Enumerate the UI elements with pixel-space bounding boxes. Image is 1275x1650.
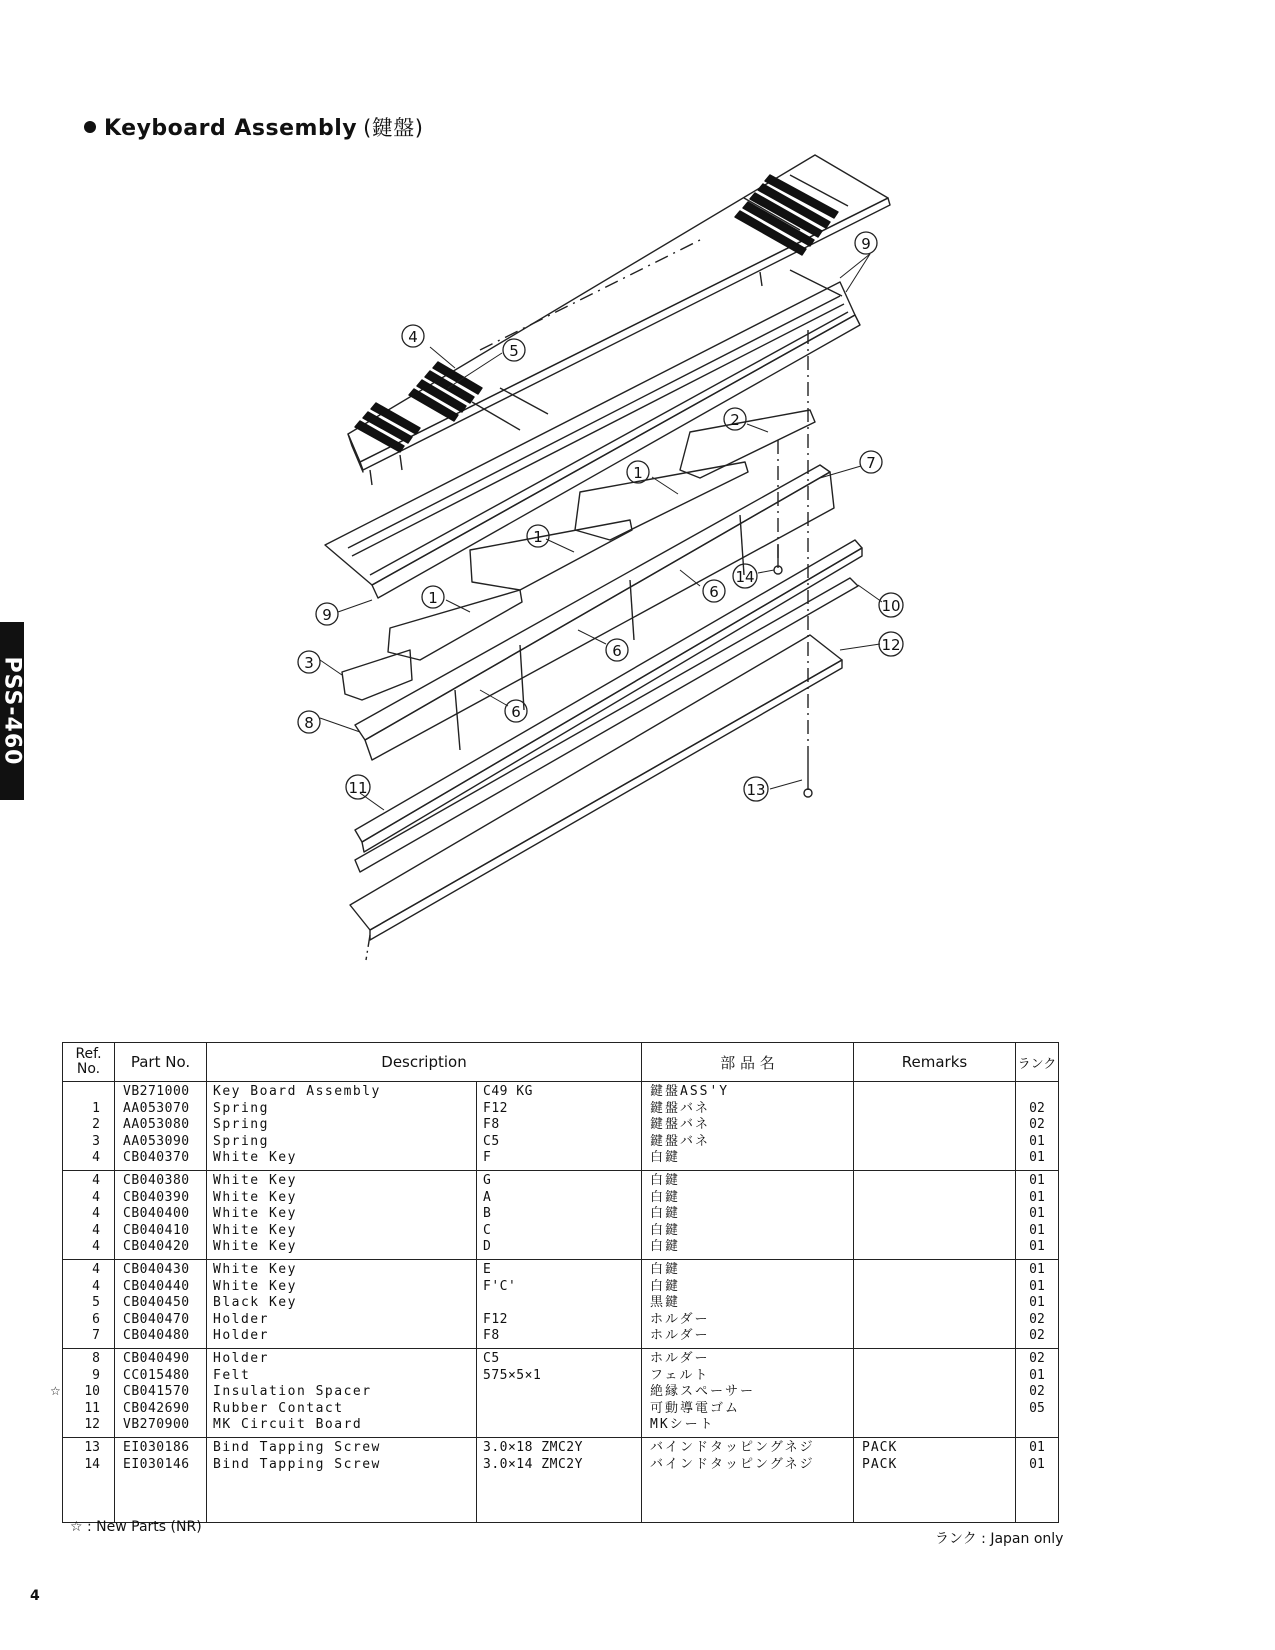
screw-14 <box>774 440 782 574</box>
cell-jp-name <box>642 1438 854 1523</box>
part-no-value: AA053080 <box>123 1117 190 1132</box>
part-no-value: CB040480 <box>123 1328 190 1343</box>
jp-name-value: 絶縁スペーサー <box>650 1384 756 1399</box>
footnote-rank: ランク : Japan only <box>935 1531 1064 1547</box>
spec-value: C5 <box>483 1351 500 1366</box>
part-no-value: CB040440 <box>123 1278 190 1294</box>
ref-value: 2 <box>92 1117 100 1132</box>
spec-value <box>477 1417 641 1434</box>
part-no-value: AA053070 <box>123 1100 190 1116</box>
remarks-value <box>854 1351 1015 1368</box>
cell-rank <box>1016 1171 1059 1260</box>
callout-8 <box>298 711 320 733</box>
description-value: White Key <box>213 1150 297 1165</box>
svg-text:12: 12 <box>881 636 901 654</box>
rank-value: 01 <box>1029 1189 1045 1205</box>
ref-value <box>63 1084 114 1101</box>
callout-12 <box>879 632 903 656</box>
jp-name-value: 白鍵 <box>650 1222 681 1238</box>
svg-text:6: 6 <box>511 703 521 721</box>
svg-text:8: 8 <box>304 714 314 732</box>
svg-text:14: 14 <box>735 568 755 586</box>
spec-value <box>477 1401 641 1418</box>
header-rank: ランク <box>1016 1043 1059 1082</box>
ref-value: 4 <box>92 1222 100 1238</box>
cell-rank <box>1016 1082 1059 1171</box>
remarks-value <box>854 1328 1015 1345</box>
description-value: Holder <box>213 1351 269 1366</box>
remarks-value <box>854 1295 1015 1312</box>
svg-text:3: 3 <box>304 654 314 672</box>
spec-value: C49 KG <box>483 1084 533 1099</box>
ref-value: 10 <box>84 1384 100 1399</box>
remarks-value <box>854 1101 1015 1118</box>
description-value: Bind Tapping Screw <box>213 1440 381 1455</box>
remarks-value <box>854 1401 1015 1418</box>
table-header-row <box>63 1043 1059 1082</box>
part-no-value: VB271000 <box>123 1084 190 1099</box>
spec-value: D <box>483 1239 492 1254</box>
description-value: Holder <box>213 1311 269 1327</box>
cell-spec <box>477 1171 642 1260</box>
cell-description <box>207 1260 477 1349</box>
cell-remarks <box>854 1438 1016 1523</box>
jp-name-value: 白鍵 <box>650 1206 681 1221</box>
rank-value: 01 <box>1029 1278 1045 1294</box>
svg-text:4: 4 <box>408 328 418 346</box>
spec-value: E <box>483 1262 492 1277</box>
svg-text:6: 6 <box>709 583 719 601</box>
jp-name-value: バインドタッピングネジ <box>650 1456 815 1472</box>
svg-text:13: 13 <box>746 781 766 799</box>
rank-value: 01 <box>1029 1262 1045 1277</box>
description-value: Holder <box>213 1328 269 1343</box>
ref-value: 4 <box>92 1262 100 1277</box>
cell-jp-name <box>642 1171 854 1260</box>
description-value: Bind Tapping Screw <box>213 1456 381 1472</box>
svg-text:1: 1 <box>633 464 643 482</box>
jp-name-value: 白鍵 <box>650 1262 681 1277</box>
callout-13 <box>744 777 768 801</box>
header-jp-name: 部 品 名 <box>642 1043 854 1082</box>
svg-text:1: 1 <box>533 528 543 546</box>
description-value: MK Circuit Board <box>213 1417 363 1432</box>
rank-value: 01 <box>1029 1206 1045 1221</box>
table-row <box>63 1171 1059 1260</box>
cell-description <box>207 1171 477 1260</box>
spec-value <box>477 1384 641 1401</box>
rank-value: 01 <box>1029 1367 1045 1383</box>
cell-ref <box>63 1171 115 1260</box>
header-description: Description <box>207 1043 642 1082</box>
description-value: White Key <box>213 1262 297 1277</box>
ref-value: 3 <box>92 1133 100 1149</box>
ref-value: 4 <box>92 1278 100 1294</box>
callout-6a <box>703 580 725 602</box>
jp-name-value: 鍵盤バネ <box>650 1100 711 1116</box>
remarks-value <box>854 1150 1015 1167</box>
part-no-value: CB040390 <box>123 1189 190 1205</box>
remarks-value: PACK <box>862 1440 898 1455</box>
description-value: White Key <box>213 1239 297 1254</box>
part-no-value: CB040430 <box>123 1262 190 1277</box>
spec-value: F12 <box>483 1100 508 1116</box>
remarks-value <box>854 1279 1015 1296</box>
cell-part-no <box>115 1171 207 1260</box>
jp-name-value: 鍵盤バネ <box>650 1133 711 1149</box>
ref-value: 7 <box>92 1328 100 1343</box>
remarks-value: PACK <box>862 1456 898 1472</box>
part-no-value: CB041570 <box>123 1384 190 1399</box>
part-no-value: VB270900 <box>123 1417 190 1432</box>
rank-value: 05 <box>1029 1400 1045 1416</box>
cell-ref <box>63 1260 115 1349</box>
svg-text:5: 5 <box>509 342 519 360</box>
description-value: Insulation Spacer <box>213 1384 372 1399</box>
cell-ref <box>63 1438 115 1523</box>
cell-ref <box>63 1349 115 1438</box>
part-no-value: CB040400 <box>123 1206 190 1221</box>
cell-rank <box>1016 1260 1059 1349</box>
spec-value: F <box>483 1150 492 1165</box>
jp-name-value: 白鍵 <box>650 1189 681 1205</box>
jp-name-value: ホルダー <box>650 1311 710 1327</box>
header-part-no: Part No. <box>115 1043 207 1082</box>
footnote-new-parts: ☆ : New Parts (NR) <box>70 1519 202 1535</box>
rank-value: 01 <box>1029 1239 1045 1254</box>
description-value: White Key <box>213 1222 297 1238</box>
spec-value: B <box>483 1206 492 1221</box>
rank-value: 01 <box>1029 1222 1045 1238</box>
cell-description <box>207 1082 477 1171</box>
jp-name-value: 白鍵 <box>650 1150 681 1165</box>
part-no-value: CC015480 <box>123 1367 190 1383</box>
svg-text:6: 6 <box>612 642 622 660</box>
jp-name-value: ホルダー <box>650 1351 710 1366</box>
description-value: White Key <box>213 1173 297 1188</box>
part-no-value: CB040420 <box>123 1239 190 1254</box>
callout-11 <box>346 775 370 799</box>
cell-rank <box>1016 1438 1059 1523</box>
description-value: White Key <box>213 1278 297 1294</box>
jp-name-value: バインドタッピングネジ <box>650 1440 815 1455</box>
cell-remarks <box>854 1260 1016 1349</box>
rank-value: 01 <box>1029 1295 1045 1310</box>
callout-9a <box>855 232 877 254</box>
part-no-value: AA053090 <box>123 1133 190 1149</box>
cell-remarks <box>854 1171 1016 1260</box>
cell-spec <box>477 1438 642 1523</box>
remarks-value <box>854 1239 1015 1256</box>
remarks-value <box>854 1384 1015 1401</box>
ref-value: 14 <box>84 1456 100 1472</box>
cell-ref <box>63 1082 115 1171</box>
part-no-value: CB040470 <box>123 1311 190 1327</box>
parts-table <box>62 1042 1059 1523</box>
part-no-value: CB040450 <box>123 1295 190 1310</box>
jp-name-value: MKシート <box>650 1417 715 1432</box>
rank-value: 01 <box>1029 1456 1045 1472</box>
svg-text:9: 9 <box>861 235 871 253</box>
rank-value: 02 <box>1029 1311 1045 1327</box>
part-no-value: CB040410 <box>123 1222 190 1238</box>
description-value: Felt <box>213 1367 251 1383</box>
jp-name-value: 可動導電ゴム <box>650 1400 741 1416</box>
spec-value: G <box>483 1173 492 1188</box>
cell-description <box>207 1438 477 1523</box>
description-value: White Key <box>213 1189 297 1205</box>
ref-value: 12 <box>84 1417 100 1432</box>
rank-value: 02 <box>1029 1351 1045 1366</box>
callout-6b <box>606 639 628 661</box>
table-row <box>63 1438 1059 1523</box>
callout-3 <box>298 651 320 673</box>
callout-6c <box>505 700 527 722</box>
cell-rank <box>1016 1349 1059 1438</box>
description-value: Black Key <box>213 1295 297 1310</box>
jp-name-value: 白鍵 <box>650 1239 681 1254</box>
spec-value: 3.0×18 ZMC2Y <box>483 1440 583 1455</box>
ref-value: 4 <box>92 1206 100 1221</box>
description-value: Spring <box>213 1117 269 1132</box>
cell-spec <box>477 1349 642 1438</box>
callout-7 <box>860 451 882 473</box>
part-no-value: CB040380 <box>123 1173 190 1188</box>
remarks-value <box>854 1117 1015 1134</box>
jp-name-value: ホルダー <box>650 1328 710 1343</box>
rank-value: 02 <box>1029 1384 1045 1399</box>
remarks-value <box>854 1223 1015 1240</box>
ref-value: 1 <box>92 1100 100 1116</box>
rank-value: 01 <box>1029 1440 1045 1455</box>
cell-part-no <box>115 1349 207 1438</box>
spec-value: 3.0×14 ZMC2Y <box>483 1456 583 1472</box>
svg-text:9: 9 <box>322 606 332 624</box>
part-no-value: CB040370 <box>123 1150 190 1165</box>
rank-value: 01 <box>1029 1173 1045 1188</box>
svg-text:7: 7 <box>866 454 876 472</box>
table-row <box>63 1260 1059 1349</box>
remarks-value <box>854 1084 1015 1101</box>
ref-value: 11 <box>84 1400 100 1416</box>
part-no-value: CB042690 <box>123 1400 190 1416</box>
table-row <box>63 1082 1059 1171</box>
header-remarks: Remarks <box>854 1043 1016 1082</box>
spec-value: F8 <box>483 1117 500 1132</box>
spec-value: F'C' <box>483 1278 517 1294</box>
jp-name-value: 黒鍵 <box>650 1295 681 1310</box>
new-part-marker: ☆ <box>50 1384 61 1398</box>
callout-2 <box>724 408 746 430</box>
header-ref-no: Ref. No. <box>63 1043 115 1082</box>
callout-1c <box>422 586 444 608</box>
cell-jp-name <box>642 1349 854 1438</box>
spec-value: 575×5×1 <box>483 1367 542 1383</box>
remarks-value <box>854 1417 1015 1434</box>
ref-value: 4 <box>92 1239 100 1254</box>
section-title: Keyboard Assembly <box>104 116 358 141</box>
jp-name-value: 白鍵 <box>650 1173 681 1188</box>
remarks-value <box>854 1262 1015 1279</box>
cell-remarks <box>854 1349 1016 1438</box>
rank-value: 02 <box>1029 1100 1045 1116</box>
rank-value: 01 <box>1029 1150 1045 1165</box>
description-value: Spring <box>213 1133 269 1149</box>
spec-value <box>477 1295 641 1312</box>
ref-value: 13 <box>84 1440 100 1455</box>
page-number: 4 <box>30 1588 40 1604</box>
ref-value: 6 <box>92 1311 100 1327</box>
svg-text:11: 11 <box>348 779 368 797</box>
rank-value: 02 <box>1029 1117 1045 1132</box>
rank-value <box>1016 1417 1058 1434</box>
spec-value: F12 <box>483 1311 508 1327</box>
cell-part-no <box>115 1082 207 1171</box>
svg-text:1: 1 <box>428 589 438 607</box>
cell-remarks <box>854 1082 1016 1171</box>
callout-4 <box>402 325 424 347</box>
part-no-value: CB040490 <box>123 1351 190 1366</box>
remarks-value <box>854 1134 1015 1151</box>
spec-value: C5 <box>483 1133 500 1149</box>
callout-10 <box>879 593 903 617</box>
jp-name-value: 白鍵 <box>650 1278 681 1294</box>
spec-value: A <box>483 1189 492 1205</box>
rank-value <box>1016 1084 1058 1101</box>
svg-text:2: 2 <box>730 411 740 429</box>
spec-value: C <box>483 1222 492 1238</box>
jp-name-value: 鍵盤バネ <box>650 1117 711 1132</box>
callout-14 <box>733 564 757 588</box>
description-value: Spring <box>213 1100 269 1116</box>
jp-name-value: フェルト <box>650 1367 710 1383</box>
cell-part-no <box>115 1438 207 1523</box>
cell-jp-name <box>642 1082 854 1171</box>
part-no-value: EI030186 <box>123 1440 190 1455</box>
ref-value: 4 <box>92 1150 100 1165</box>
callout-1a <box>627 461 649 483</box>
model-side-tab-label: PSS-460 <box>0 656 25 766</box>
cell-jp-name <box>642 1260 854 1349</box>
description-value: Rubber Contact <box>213 1400 344 1416</box>
part-no-value: EI030146 <box>123 1456 190 1472</box>
table-row <box>63 1349 1059 1438</box>
callout-9b <box>316 603 338 625</box>
remarks-value <box>854 1190 1015 1207</box>
ref-value: 8 <box>92 1351 100 1366</box>
screw-13 <box>804 330 812 797</box>
section-title-jp: (鍵盤) <box>363 116 424 140</box>
spec-value: F8 <box>483 1328 500 1343</box>
cell-spec <box>477 1082 642 1171</box>
ref-value: 4 <box>92 1173 100 1188</box>
description-value: Key Board Assembly <box>213 1084 381 1099</box>
rank-value: 02 <box>1029 1328 1045 1343</box>
svg-text:10: 10 <box>881 597 901 615</box>
cell-spec <box>477 1260 642 1349</box>
remarks-value <box>854 1206 1015 1223</box>
cell-part-no <box>115 1260 207 1349</box>
remarks-value <box>854 1368 1015 1385</box>
ref-value: 9 <box>92 1367 100 1383</box>
ref-value: 5 <box>92 1295 100 1310</box>
rank-value: 01 <box>1029 1133 1045 1149</box>
cell-description <box>207 1349 477 1438</box>
description-value: White Key <box>213 1206 297 1221</box>
jp-name-value: 鍵盤ASS'Y <box>650 1084 730 1099</box>
ref-value: 4 <box>92 1189 100 1205</box>
remarks-value <box>854 1312 1015 1329</box>
remarks-value <box>854 1173 1015 1190</box>
